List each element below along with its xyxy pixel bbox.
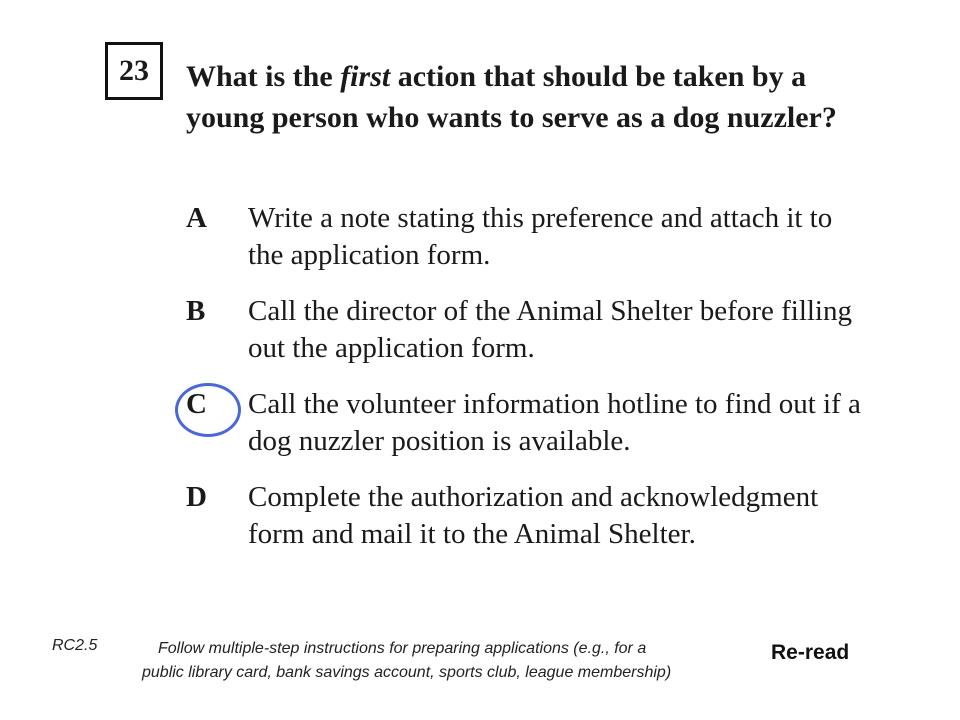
option-letter: C — [186, 388, 207, 420]
option-letter: B — [186, 295, 206, 327]
option-text: Call the director of the Animal Shelter before filling out the application form. — [248, 295, 852, 364]
option-text: Complete the authorization and acknowledgment form and mail it to the Animal Shelter. — [248, 481, 819, 550]
standard-line-1: Follow multiple-step instructions for preparing applications (e.g., for a — [158, 640, 647, 657]
option-letter: A — [186, 202, 207, 234]
selected-answer-circle — [175, 383, 241, 437]
question-text-after: action that should be taken by a young person who wants to serve as a dog nuzzler? — [186, 60, 837, 134]
question-number: 23 — [105, 42, 163, 100]
option-letter: D — [186, 481, 207, 513]
standard-description — [142, 637, 782, 685]
option-text: Call the volunteer information hotline to find out if a dog nuzzler position is available. — [248, 388, 861, 457]
standard-code: RC2.5 — [52, 637, 98, 654]
option-text: Write a note stating this preference and attach it to the application form. — [248, 202, 833, 271]
reread-button[interactable]: Re-read — [771, 641, 850, 664]
question-text — [186, 56, 866, 138]
question-text-before: What is the — [186, 60, 341, 93]
question-emphasis: first — [340, 60, 391, 93]
standard-line-2: public library card, bank savings account, sports club, league membership) — [142, 664, 672, 681]
